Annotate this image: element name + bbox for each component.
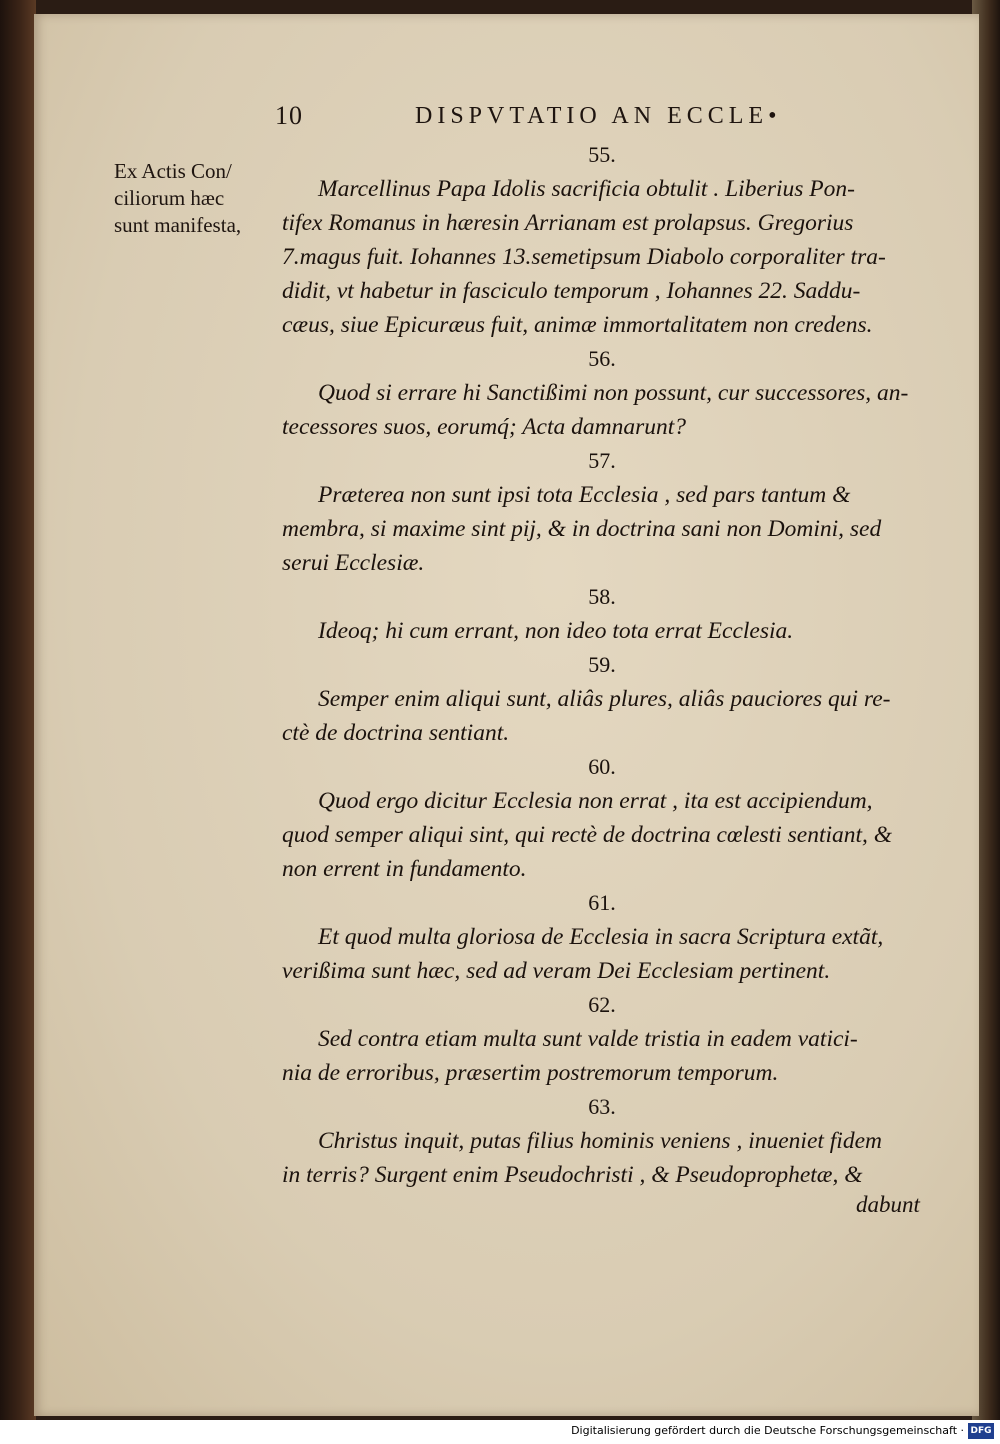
text-line: serui Ecclesiæ. (282, 550, 425, 576)
main-text (282, 138, 942, 1192)
margin-note-line: sunt manifesta, (114, 213, 242, 237)
text-line: didit, vt habetur in fasciculo temporum , Iohannes 22. Saddu- (282, 278, 861, 304)
text-line: Marcellinus Papa Idolis sacrificia obtulit . Liberius Pon- (318, 176, 855, 202)
margin-note (114, 158, 274, 239)
item-text (282, 920, 942, 988)
page-number: 10 (275, 101, 303, 130)
text-line: non errent in fundamento. (282, 856, 527, 882)
text-line: Ideoq; hi cum errant, non ideo tota errat Ecclesia. (318, 618, 794, 644)
item-number: 60. (588, 754, 616, 779)
item-text (282, 682, 942, 750)
item-text (282, 376, 942, 444)
margin-note-line: ciliorum hæc (114, 186, 225, 210)
text-line: Præterea non sunt ipsi tota Ecclesia , sed pars tantum & (318, 482, 851, 508)
book-spine-edge (0, 0, 36, 1420)
item-number: 59. (588, 652, 616, 677)
margin-note-line: Ex Actis Con/ (114, 159, 232, 183)
text-line: nia de erroribus, præsertim postremorum temporum. (282, 1060, 779, 1086)
text-line: 7.magus fuit. Iohannes 13.semetipsum Diabolo corporaliter tra- (282, 244, 886, 270)
item-number: 55. (588, 142, 616, 167)
item-number: 56. (588, 346, 616, 371)
item-text (282, 614, 942, 648)
item-text (282, 1124, 942, 1192)
item-text (282, 1022, 942, 1090)
text-line: ctè de doctrina sentiant. (282, 720, 510, 746)
text-line: in terris? Surgent enim Pseudochristi , & Pseudoprophetæ, & (282, 1162, 863, 1188)
item-text (282, 784, 942, 886)
dfg-logo: DFG (968, 1423, 994, 1439)
item-number: 58. (588, 584, 616, 609)
text-line: tecessores suos, eorumq́; Acta damnarunt? (282, 414, 687, 440)
text-line: Quod ergo dicitur Ecclesia non errat , ita est accipiendum, (318, 788, 873, 814)
item-number: 63. (588, 1094, 616, 1119)
text-line: quod semper aliqui sint, qui rectè de doctrina cœlesti sentiant, & (282, 822, 893, 848)
text-line: verißima sunt hæc, sed ad veram Dei Ecclesiam pertinent. (282, 958, 831, 984)
text-line: Semper enim aliqui sunt, aliâs plures, aliâs pauciores qui re- (318, 686, 891, 712)
item-text (282, 172, 942, 342)
item-number: 62. (588, 992, 616, 1017)
item-number: 61. (588, 890, 616, 915)
text-line: Et quod multa gloriosa de Ecclesia in sacra Scriptura extãt, (318, 924, 884, 950)
item-number: 57. (588, 448, 616, 473)
running-title: DISPVTATIO AN ECCLE• (415, 103, 782, 129)
text-line: cæus, siue Epicuræus fuit, animæ immortalitatem non credens. (282, 312, 873, 338)
text-line: Christus inquit, putas filius hominis veniens , inueniet fidem (318, 1128, 882, 1154)
text-line: Sed contra etiam multa sunt valde tristia in eadem vatici- (318, 1026, 858, 1052)
catchword: dabunt (856, 1192, 920, 1217)
funding-notice: Digitalisierung gefördert durch die Deutsche Forschungsgemeinschaft · (571, 1424, 964, 1437)
text-line: membra, si maxime sint pij, & in doctrina sani non Domini, sed (282, 516, 882, 542)
text-line: tifex Romanus in hæresin Arrianam est prolapsus. Gregorius (282, 210, 854, 236)
text-line: Quod si errare hi Sanctißimi non possunt, cur successores, an- (318, 380, 909, 406)
footer-bar (0, 1420, 1000, 1444)
item-text (282, 478, 942, 580)
page-header (275, 101, 845, 137)
